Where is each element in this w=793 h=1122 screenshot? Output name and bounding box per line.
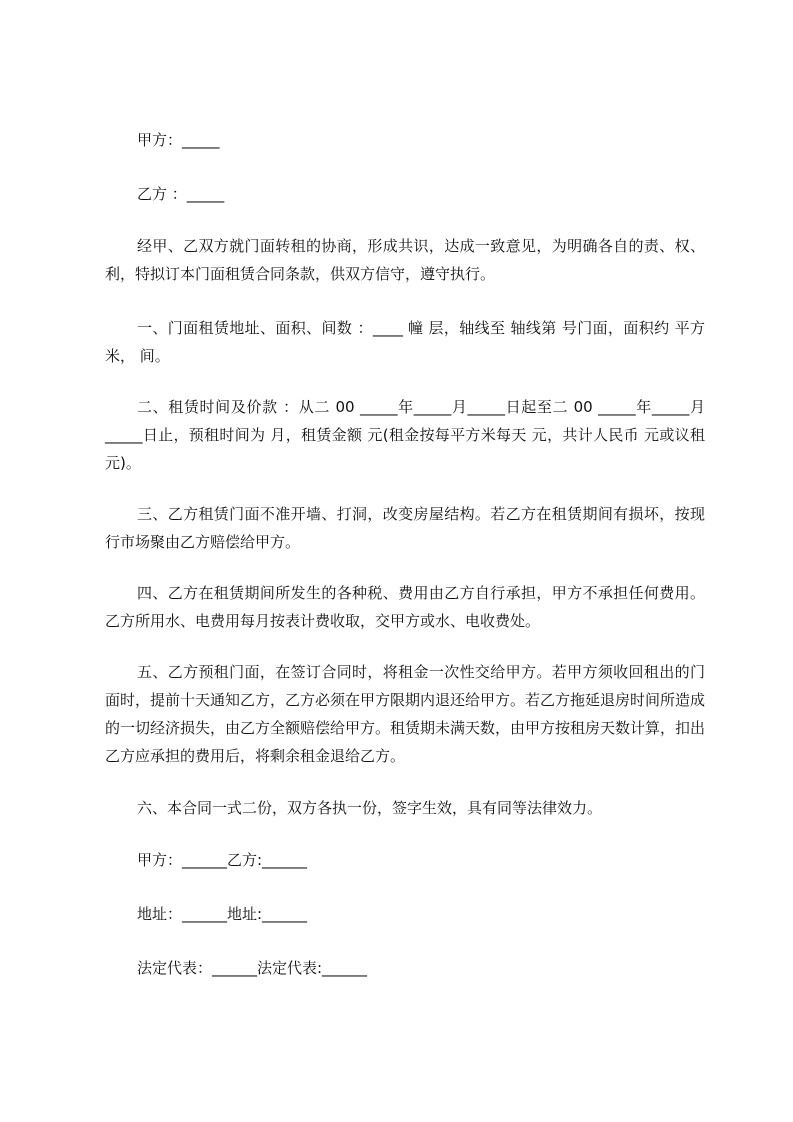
signature-party-line: 甲方：______乙方:______ <box>137 851 308 869</box>
clause-5: 五、乙方预租门面，在签订合同时，将租金一次性交给甲方。若甲方须收回租出的门面时，提前十天通知乙方，乙方必须在甲方限期内退还给甲方。若乙方拖延退房时间所造成的一切经济损失，由乙方全额赔偿给甲方。租赁期未满天数，由甲方按租房天数计算，扣出乙方应承担的费用后，将剩余租金退给乙方。 <box>105 663 706 765</box>
clause-4: 四、乙方在租赁期间所发生的各种税、费用由乙方自行承担，甲方不承担任何费用。乙方所用水、电费用每月按表计费收取，交甲方或水、电收费处。 <box>105 584 705 630</box>
clause-6: 六、本合同一式二份，双方各执一份，签字生效，具有同等法律效力。 <box>137 799 603 817</box>
clause-2: 二、租赁时间及价款 ：从二 00 _____年_____月_____日起至二 00 _____年_____月_____日止，预租时间为 月，租赁金额 元(租金按每平方米每天 元，共计人民币 元或议租 元)。 <box>105 398 705 472</box>
party-b-header: 乙方 ：_____ <box>137 185 225 203</box>
clause-3: 三、乙方租赁门面不准开墙、打洞，改变房屋结构。若乙方在租赁期间有损坏，按现行市场聚由乙方赔偿给甲方。 <box>105 505 705 551</box>
signature-address-line: 地址：______地址:______ <box>137 905 308 923</box>
intro-paragraph: 经甲、乙双方就门面转租的协商，形成共识，达成一致意见，为明确各自的责、权、利，特拟订本门面租赁合同条款，供双方信守，遵守执行。 <box>105 237 705 283</box>
party-a-header: 甲方：_____ <box>137 131 220 149</box>
clause-1: 一、门面租赁地址、面积、间数 ：____ 幢 层，轴线至 轴线第 号门面，面积约 平方米， 间。 <box>105 319 705 365</box>
signature-representative-line: 法定代表：______法定代表:______ <box>137 959 368 977</box>
